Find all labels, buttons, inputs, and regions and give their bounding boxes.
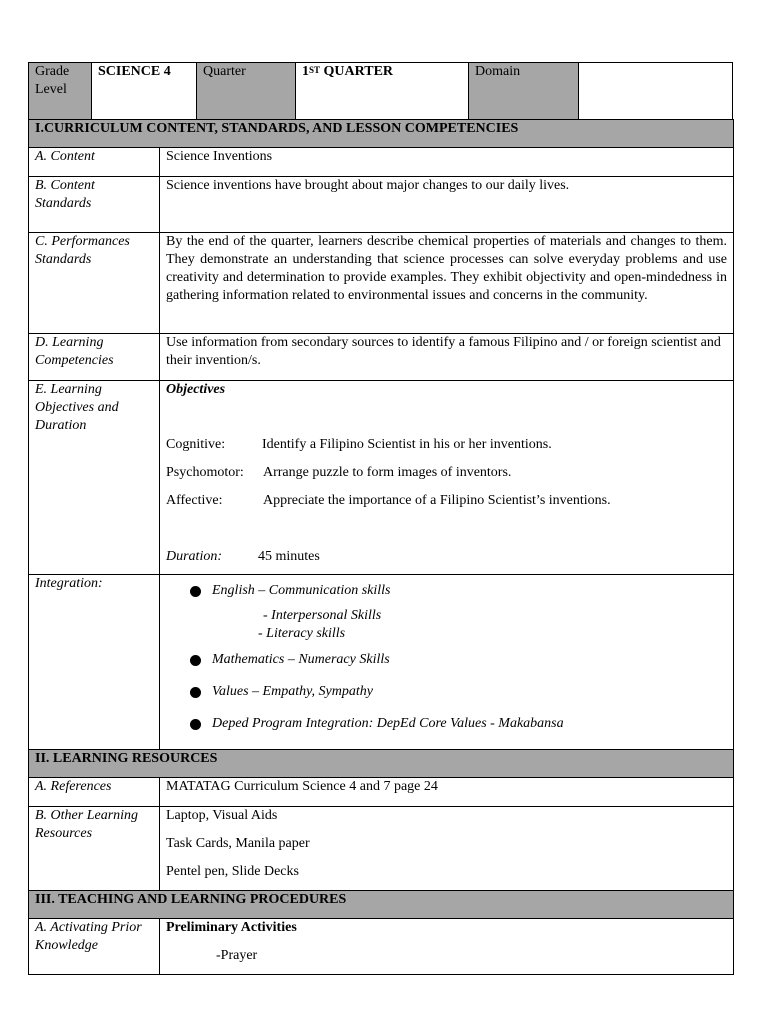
bullet-icon bbox=[190, 655, 201, 666]
bullet-icon bbox=[190, 719, 201, 730]
duration-label: Duration: bbox=[166, 549, 222, 564]
integration-sub2: - Literacy skills bbox=[258, 626, 346, 641]
integration-english-item bbox=[190, 582, 727, 600]
preliminary-heading: Preliminary Activities bbox=[166, 920, 297, 935]
psychomotor-objective bbox=[166, 464, 727, 482]
integration-values-item bbox=[190, 683, 727, 701]
learning-competencies-value: Use information from secondary sources to identify a famous Filipino and / or foreign scientist and their invention/s. bbox=[160, 334, 734, 381]
section-resources-title: II. LEARNING RESOURCES bbox=[29, 750, 734, 778]
integration-english-text: English – Communication skills bbox=[212, 583, 391, 598]
performance-standards-row bbox=[29, 233, 734, 334]
other-resource-item: Laptop, Visual Aids bbox=[166, 808, 278, 823]
integration-label: Integration: bbox=[29, 575, 160, 750]
other-resources-label: B. Other Learning Resources bbox=[29, 807, 160, 891]
cognitive-value: Identify a Filipino Scientist in his or her inventions. bbox=[262, 437, 552, 452]
integration-deped-text: Deped Program Integration: DepEd Core Values - Makabansa bbox=[212, 716, 564, 731]
section-curriculum-row bbox=[29, 120, 734, 148]
affective-value: Appreciate the importance of a Filipino Scientist’s inventions. bbox=[263, 493, 611, 508]
other-resources-row bbox=[29, 807, 734, 891]
performance-standards-label: C. Performances Standards bbox=[29, 233, 160, 334]
activating-cell bbox=[160, 919, 734, 975]
objectives-cell bbox=[160, 381, 734, 575]
content-row bbox=[29, 148, 734, 177]
domain-label: Domain bbox=[469, 63, 579, 119]
grade-level-value: SCIENCE 4 bbox=[92, 63, 197, 119]
objectives-row bbox=[29, 381, 734, 575]
integration-sub1: - Interpersonal Skills bbox=[263, 608, 382, 623]
activating-label: A. Activating Prior Knowledge bbox=[29, 919, 160, 975]
content-value: Science Inventions bbox=[160, 148, 734, 177]
affective-objective bbox=[166, 492, 727, 510]
integration-row bbox=[29, 575, 734, 750]
content-label: A. Content bbox=[29, 148, 160, 177]
psychomotor-value: Arrange puzzle to form images of inventors. bbox=[263, 465, 512, 480]
learning-competencies-row bbox=[29, 334, 734, 381]
content-standards-label: B. Content Standards bbox=[29, 177, 160, 233]
quarter-value bbox=[296, 63, 469, 119]
lesson-table bbox=[28, 119, 734, 975]
duration-value: 45 minutes bbox=[258, 549, 320, 564]
psychomotor-label: Psychomotor: bbox=[166, 465, 244, 480]
learning-competencies-label: D. Learning Competencies bbox=[29, 334, 160, 381]
objectives-label: E. Learning Objectives and Duration bbox=[29, 381, 160, 575]
references-value: MATATAG Curriculum Science 4 and 7 page 24 bbox=[160, 778, 734, 807]
domain-value bbox=[579, 63, 732, 119]
section-resources-row bbox=[29, 750, 734, 778]
section-curriculum-title: I.CURRICULUM CONTENT, STANDARDS, AND LESSON COMPETENCIES bbox=[29, 120, 734, 148]
quarter-label: Quarter bbox=[197, 63, 296, 119]
references-row bbox=[29, 778, 734, 807]
references-label: A. References bbox=[29, 778, 160, 807]
bullet-icon bbox=[190, 586, 201, 597]
quarter-word: QUARTER bbox=[323, 64, 394, 79]
objectives-heading: Objectives bbox=[166, 382, 226, 397]
bullet-icon bbox=[190, 687, 201, 698]
grade-level-label: Grade Level bbox=[29, 63, 92, 119]
duration-objective bbox=[166, 548, 727, 566]
lesson-plan-document bbox=[28, 62, 733, 975]
cognitive-objective bbox=[166, 436, 727, 454]
activating-row bbox=[29, 919, 734, 975]
integration-math-item bbox=[190, 651, 727, 669]
content-standards-row bbox=[29, 177, 734, 233]
other-resources-cell bbox=[160, 807, 734, 891]
integration-values-text: Values – Empathy, Sympathy bbox=[212, 684, 373, 699]
section-procedures-row bbox=[29, 891, 734, 919]
prayer-item: -Prayer bbox=[216, 948, 258, 963]
other-resource-item: Task Cards, Manila paper bbox=[166, 836, 310, 851]
affective-label: Affective: bbox=[166, 493, 223, 508]
header-row bbox=[28, 62, 733, 120]
performance-standards-value: By the end of the quarter, learners describe chemical properties of materials and changes to them. They demonstrate an understanding that science processes can solve everyday problems and use creativity and determination to provide examples. They exhibit objectivity and open-mindedness in gathering information related to environmental issues and concerns in the community. bbox=[160, 233, 734, 334]
quarter-superscript: ST bbox=[309, 65, 321, 75]
section-procedures-title: III. TEACHING AND LEARNING PROCEDURES bbox=[29, 891, 734, 919]
integration-deped-item bbox=[190, 715, 727, 733]
quarter-number: 1 bbox=[302, 64, 309, 79]
other-resource-item: Pentel pen, Slide Decks bbox=[166, 864, 299, 879]
content-standards-value: Science inventions have brought about major changes to our daily lives. bbox=[160, 177, 734, 233]
integration-cell bbox=[160, 575, 734, 750]
integration-math-text: Mathematics – Numeracy Skills bbox=[212, 652, 390, 667]
cognitive-label: Cognitive: bbox=[166, 437, 226, 452]
